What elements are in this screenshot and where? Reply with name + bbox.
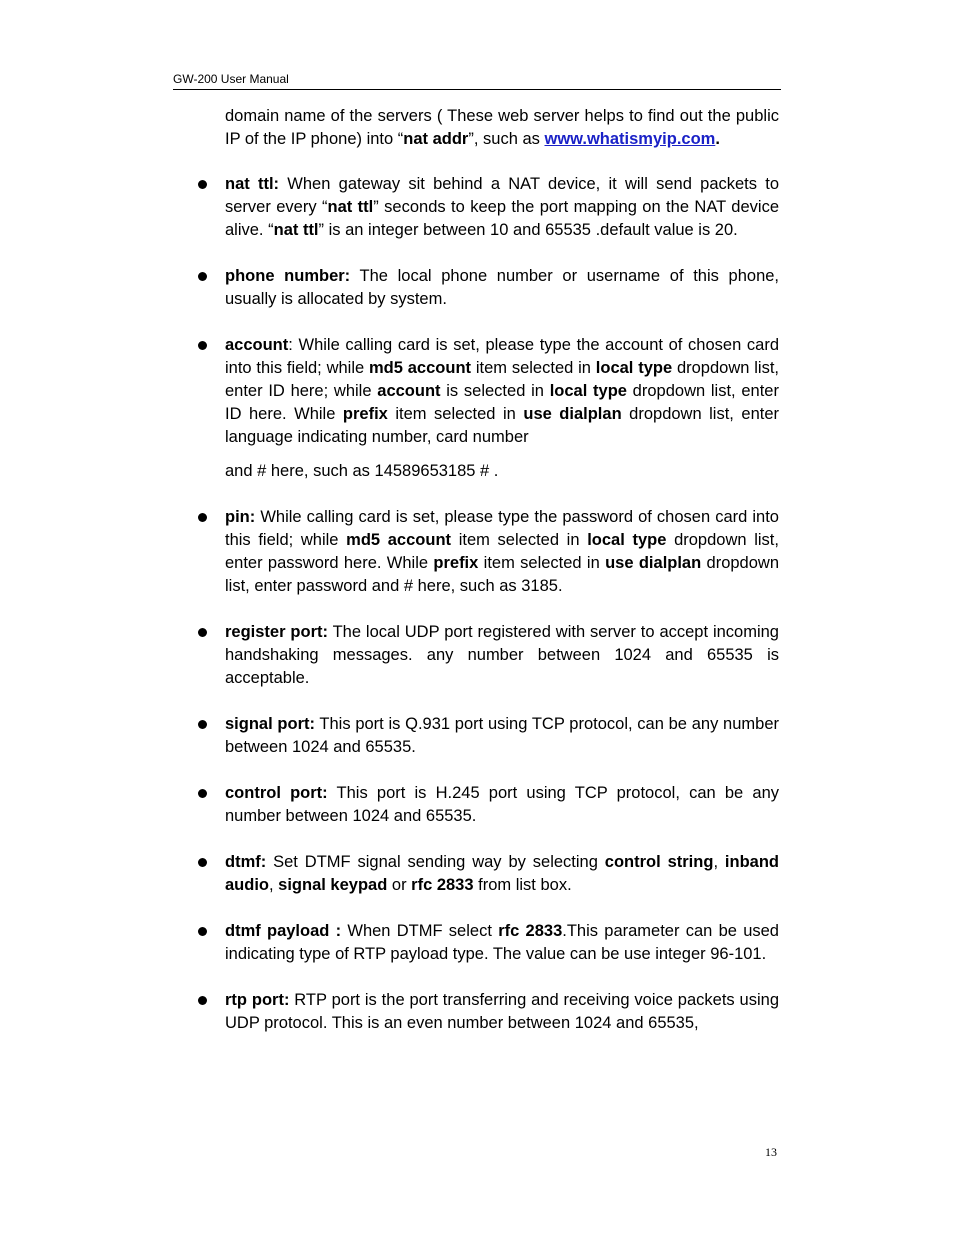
parameter-item [225,621,779,690]
bullet-icon [198,858,207,867]
parameter-text: item selected in [471,359,596,377]
parameter-description [225,713,779,759]
parameter-text: ” is an integer between 10 and 65535 .default value is 20. [318,221,738,239]
parameter-description [225,265,779,311]
parameter-text: , [713,853,725,871]
parameter-text: While calling card is set, please type the password of chosen card into this field; while [225,508,779,549]
parameter-description [225,621,779,690]
intro-paragraph [225,105,779,151]
bullet-icon [198,628,207,637]
bullet-icon [198,720,207,729]
parameter-text: This port is Q.931 port using TCP protocol, can be any number between 1024 and 65535. [225,715,779,756]
parameter-text: or [387,876,412,894]
intro-text-after: ”, such as [468,130,545,148]
parameter-text: dropdown list, enter ID here. While [225,382,779,423]
parameter-term: phone number: [225,267,351,285]
parameter-text: This port is H.245 port using TCP protocol, can be any number between 1024 and 65535. [225,784,779,825]
parameter-item [225,920,779,966]
manual-content [225,105,779,1058]
parameter-item [225,851,779,897]
parameter-term: dtmf payload : [225,922,342,940]
parameter-term: register port: [225,623,328,641]
parameter-term: md5 account [346,531,452,549]
running-header-title: GW-200 User Manual [173,72,289,86]
parameter-description [225,920,779,966]
bullet-icon [198,789,207,798]
bullet-icon [198,927,207,936]
page-number: 13 [765,1145,777,1159]
parameter-term: nat ttl [273,221,319,239]
parameter-item [225,265,779,311]
parameter-term: rfc 2833 [498,922,563,940]
parameter-term: use dialplan [523,405,622,423]
bullet-icon [198,272,207,281]
parameter-term: rtp port: [225,991,290,1009]
parameter-term: control port: [225,784,328,802]
parameter-description [225,334,779,449]
parameter-item [225,506,779,598]
header-rule [173,89,781,90]
parameter-term: local type [595,359,673,377]
parameter-text: RTP port is the port transferring and receiving voice packets using UDP protocol. This is an even number between 1024 and 65535, [225,991,779,1032]
parameter-list [225,173,779,1035]
parameter-text: is selected in [440,382,550,400]
parameter-text: When gateway sit behind a NAT device, it will send packets to server every “ [225,175,779,216]
parameter-term: nat ttl: [225,175,280,193]
parameter-term: control string [604,853,714,871]
parameter-term: signal port: [225,715,315,733]
parameter-term: local type [587,531,667,549]
parameter-item [225,713,779,759]
parameter-text: : While calling card is set, please type the account of chosen card into this field; while [225,336,779,377]
parameter-text: dropdown list, enter language indicating number, card number [225,405,780,446]
parameter-item [225,989,779,1035]
parameter-term: md5 account [369,359,472,377]
parameter-text: When DTMF select [341,922,499,940]
parameter-text: item selected in [387,405,524,423]
parameter-text: dropdown list, enter ID here; while [225,359,779,400]
parameter-text: The local UDP port registered with server to accept incoming handshaking messages. any number between 1024 and 65535 is acceptable. [225,623,779,687]
parameter-term: use dialplan [605,554,702,572]
parameter-continuation: and # here, such as 14589653185 # . [225,462,499,480]
parameter-description [225,506,779,598]
parameter-text: .This parameter can be used indicating type of RTP payload type. The value can be use integer 96-101. [225,922,779,963]
parameter-item [225,782,779,828]
parameter-term: rfc 2833 [411,876,474,894]
parameter-description [225,173,779,242]
parameter-term: account [225,336,289,354]
parameter-term: prefix [433,554,479,572]
intro-period: . [715,130,720,148]
intro-text: domain name of the servers ( These web server helps to find out the public IP of the IP phone) into “ [225,107,779,148]
parameter-text: The local phone number or username of this phone, usually is allocated by system. [225,267,780,308]
whatismyip-link[interactable]: www.whatismyip.com [544,130,716,148]
parameter-text: , [269,876,279,894]
parameter-text: item selected in [451,531,588,549]
parameter-term: signal keypad [278,876,388,894]
parameter-text: ” seconds to keep the port mapping on the NAT device alive. “ [225,198,779,239]
parameter-term: nat ttl [327,198,374,216]
parameter-term: inband audio [225,853,779,894]
parameter-description [225,989,779,1035]
parameter-term: prefix [342,405,388,423]
parameter-text: Set DTMF signal sending way by selecting [266,853,605,871]
parameter-text: item selected in [478,554,606,572]
parameter-term: pin: [225,508,256,526]
bullet-icon [198,180,207,189]
parameter-description [225,782,779,828]
parameter-term: account [377,382,441,400]
parameter-text: from list box. [473,876,572,894]
parameter-description [225,851,779,897]
parameter-text: dropdown list, enter password here. While [225,531,779,572]
bullet-icon [198,996,207,1005]
bullet-icon [198,341,207,350]
parameter-term: local type [549,382,627,400]
parameter-item [225,334,779,483]
parameter-item [225,173,779,242]
bullet-icon [198,513,207,522]
parameter-term: dtmf: [225,853,267,871]
intro-bold-term: nat addr [403,130,469,148]
parameter-text: dropdown list, enter password and # here, such as 3185. [225,554,779,595]
